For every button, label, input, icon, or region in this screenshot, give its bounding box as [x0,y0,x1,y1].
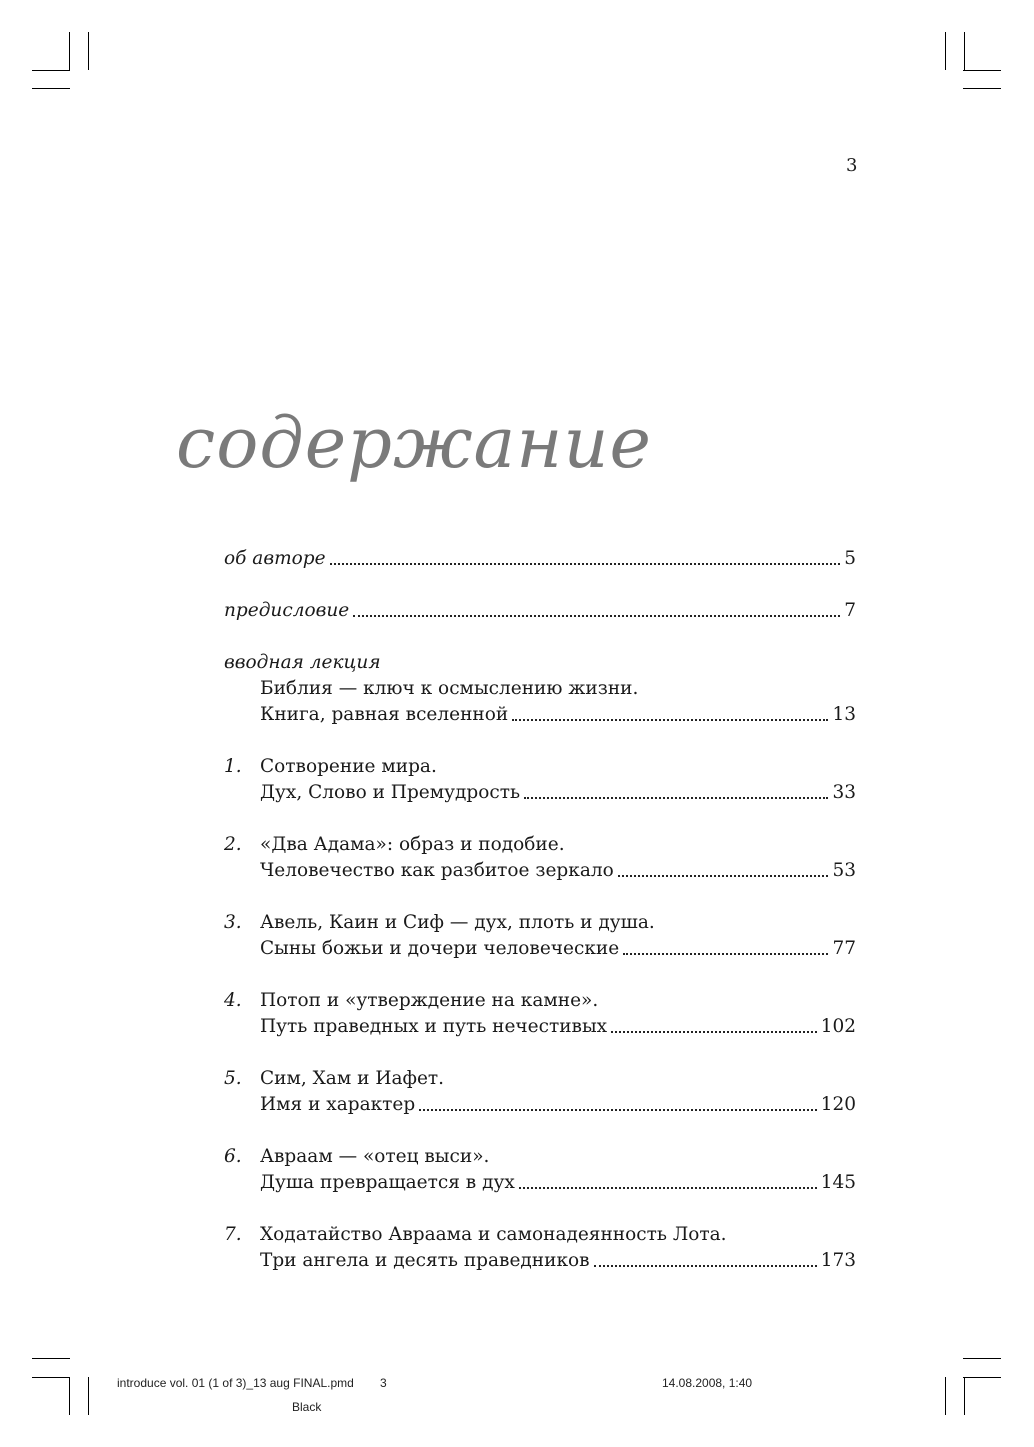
chapter-subtitle: Человечество как разбитое зеркало [260,860,614,881]
table-of-contents [224,546,856,1300]
chapter-title: Сим, Хам и Иафет. [260,1068,445,1089]
chapter-page: 77 [832,938,856,959]
toc-entry-page: 5 [844,548,856,569]
page-title: содержание [176,402,652,484]
dot-leader [618,875,829,877]
toc-chapter-5 [224,1066,856,1118]
crop-mark [964,32,965,70]
crop-mark [88,32,89,70]
page-number: 3 [846,155,858,176]
toc-entry-label: предисловие [224,600,350,621]
dot-leader [512,719,828,721]
toc-entry-intro [224,650,856,728]
dot-leader [623,953,828,955]
chapter-number: 6. [224,1146,242,1167]
chapter-subtitle: Путь праведных и путь нечестивых [260,1016,608,1037]
toc-entry-label: вводная лекция [224,652,381,673]
toc-chapter-2 [224,832,856,884]
crop-mark [945,32,946,70]
crop-mark [945,1377,946,1415]
crop-mark [963,88,1001,89]
dot-leader [419,1109,816,1111]
chapter-title: Авель, Каин и Сиф — дух, плоть и душа. [260,912,655,933]
crop-mark [963,1358,1001,1359]
footer-file-name: introduce vol. 01 (1 of 3)_13 aug FINAL.pmd [117,1376,354,1390]
chapter-title: Ходатайство Авраама и самонадеянность Лота. [260,1224,727,1245]
chapter-page: 33 [832,782,856,803]
toc-chapter-6 [224,1144,856,1196]
chapter-page: 102 [820,1016,856,1037]
chapter-page: 173 [820,1250,856,1271]
chapter-number: 7. [224,1224,242,1245]
toc-entry-about-author [224,546,856,572]
toc-chapter-1 [224,754,856,806]
chapter-page: 120 [820,1094,856,1115]
chapter-title: «Два Адама»: образ и подобие. [260,834,565,855]
toc-chapter-7 [224,1222,856,1274]
chapter-subtitle: Душа превращается в дух [260,1172,515,1193]
crop-mark [88,1377,89,1415]
chapter-number: 3. [224,912,242,933]
dot-leader [330,563,841,565]
toc-entry-label: об авторе [224,548,326,569]
crop-mark [963,1377,1001,1378]
dot-leader [519,1187,817,1189]
toc-entry-page: 7 [844,600,856,621]
crop-mark [69,1377,70,1415]
toc-entry-preface [224,598,856,624]
crop-mark [32,88,70,89]
toc-entry-line2: Книга, равная вселенной [260,704,509,725]
chapter-page: 53 [832,860,856,881]
chapter-page: 145 [820,1172,856,1193]
chapter-number: 5. [224,1068,242,1089]
footer-page-number: 3 [380,1376,387,1390]
dot-leader [611,1031,817,1033]
chapter-title: Сотворение мира. [260,756,437,777]
chapter-subtitle: Имя и характер [260,1094,416,1115]
dot-leader [594,1265,817,1267]
footer-datetime: 14.08.2008, 1:40 [662,1376,753,1390]
toc-chapter-3 [224,910,856,962]
crop-mark [964,1377,965,1415]
dot-leader [353,615,840,617]
footer-color-label: Black [292,1400,322,1414]
toc-chapter-4 [224,988,856,1040]
crop-mark [32,1377,70,1378]
chapter-number: 4. [224,990,242,1011]
chapter-number: 1. [224,756,242,777]
crop-mark [69,32,70,70]
crop-mark [963,70,1001,71]
chapter-title: Авраам — «отец выси». [260,1146,490,1167]
dot-leader [524,797,828,799]
chapter-subtitle: Три ангела и десять праведников [260,1250,590,1271]
crop-mark [32,70,70,71]
toc-entry-line1: Библия — ключ к осмыслению жизни. [260,678,639,699]
toc-entry-page: 13 [832,704,856,725]
chapter-subtitle: Дух, Слово и Премудрость [260,782,521,803]
chapter-title: Потоп и «утверждение на камне». [260,990,599,1011]
chapter-subtitle: Сыны божьи и дочери человеческие [260,938,620,959]
chapter-number: 2. [224,834,242,855]
crop-mark [32,1358,70,1359]
